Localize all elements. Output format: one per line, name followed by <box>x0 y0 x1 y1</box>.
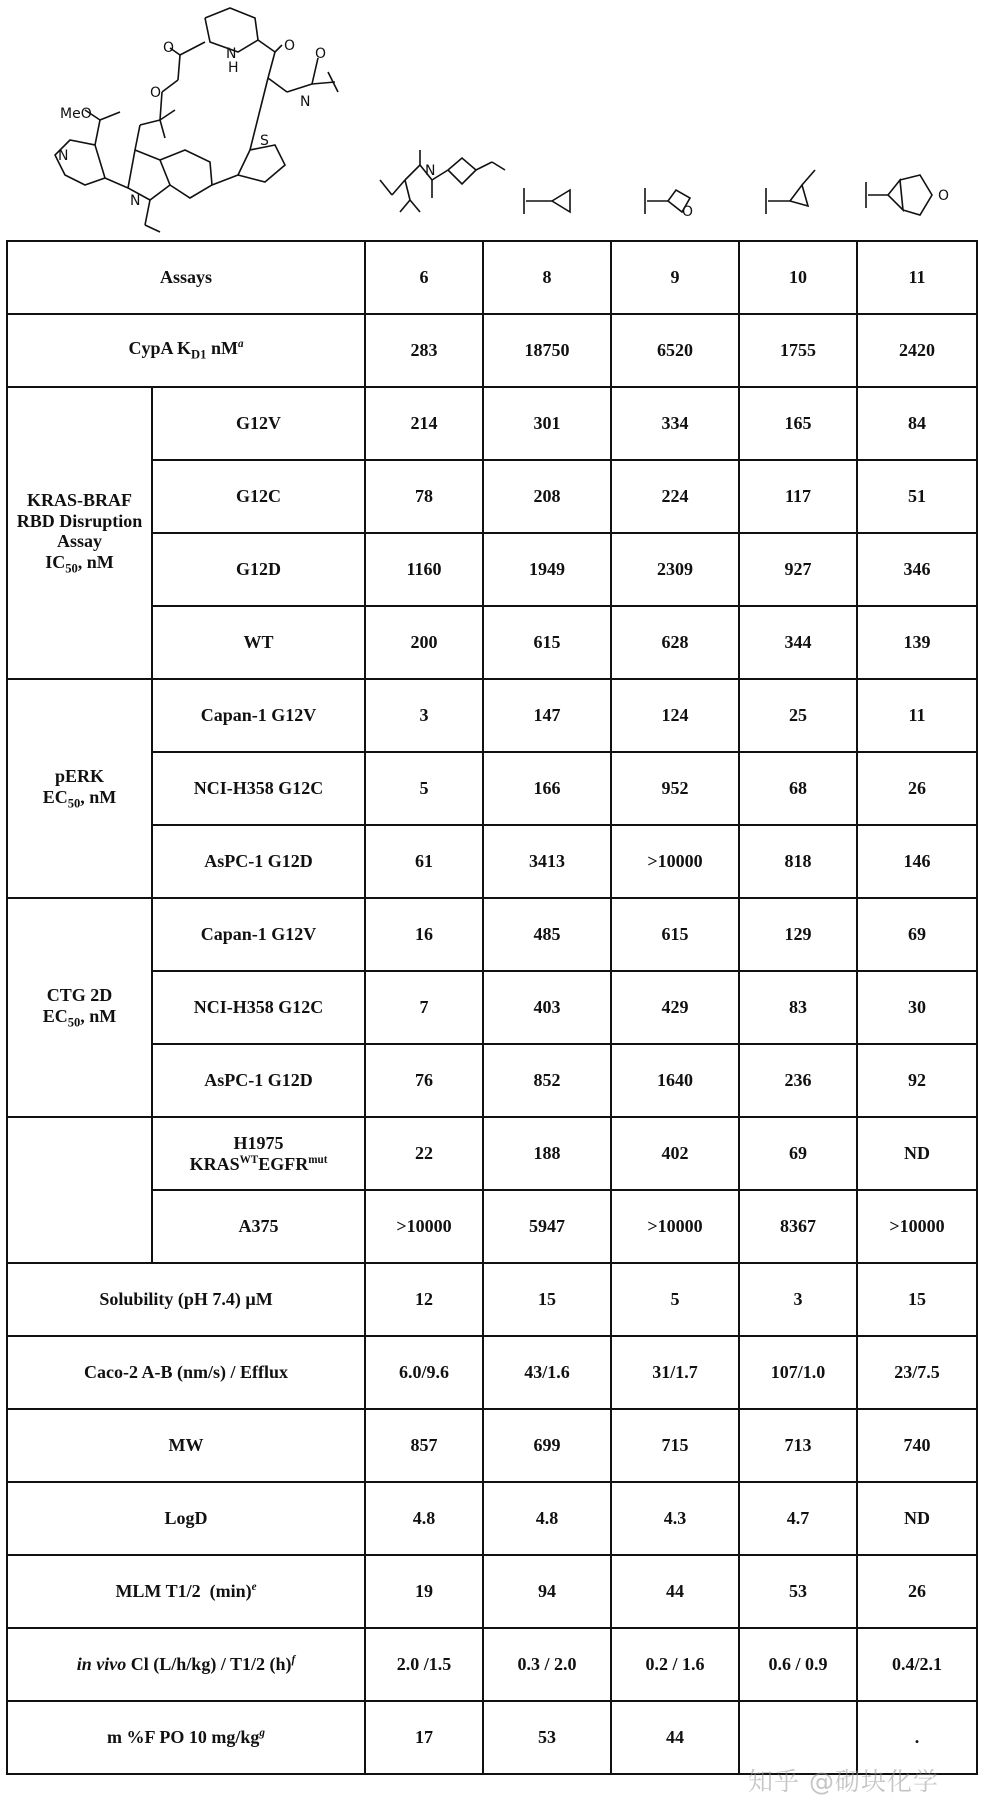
value-cell: 30 <box>857 971 977 1044</box>
value-cell: 11 <box>857 241 977 314</box>
value-cell: 403 <box>483 971 611 1044</box>
table-row <box>7 1555 977 1628</box>
table-row <box>7 1190 977 1263</box>
value-cell: 16 <box>365 898 483 971</box>
label-o: O <box>163 40 175 56</box>
value-cell: 214 <box>365 387 483 460</box>
group-label: KRAS-BRAF RBD Disruption Assay $IC_{50}$, nM <box>7 387 152 679</box>
value-cell: 1640 <box>611 1044 739 1117</box>
value-cell: 146 <box>857 825 977 898</box>
value-cell: 92 <box>857 1044 977 1117</box>
assay-table <box>6 240 978 1775</box>
value-cell: 2309 <box>611 533 739 606</box>
value-cell: 224 <box>611 460 739 533</box>
value-cell: 4.7 <box>739 1482 857 1555</box>
value-cell: 740 <box>857 1409 977 1482</box>
table-row <box>7 1263 977 1336</box>
value-cell: . <box>857 1701 977 1774</box>
value-cell: 76 <box>365 1044 483 1117</box>
value-cell: 857 <box>365 1409 483 1482</box>
value-cell: 334 <box>611 387 739 460</box>
assay-label: Caco-2 A-B (nm/s) / Efflux <box>7 1336 365 1409</box>
substituent-11 <box>866 175 932 215</box>
value-cell: 3413 <box>483 825 611 898</box>
value-cell: 124 <box>611 679 739 752</box>
substituent-10 <box>766 170 815 214</box>
value-cell: >10000 <box>365 1190 483 1263</box>
value-cell: >10000 <box>611 1190 739 1263</box>
value-cell: 25 <box>739 679 857 752</box>
value-cell: 43/1.6 <box>483 1336 611 1409</box>
group-label: pERK $EC_{50}$, nM <box>7 679 152 898</box>
table-row <box>7 533 977 606</box>
assay-label: NCI-H358 G12C <box>152 971 365 1044</box>
value-cell: 44 <box>611 1701 739 1774</box>
value-cell: 19 <box>365 1555 483 1628</box>
label-n: N <box>425 163 436 179</box>
assay-label: Solubility (pH 7.4) µM <box>7 1263 365 1336</box>
group-label <box>7 1117 152 1263</box>
value-cell: 0.2 / 1.6 <box>611 1628 739 1701</box>
value-cell: 2.0 /1.5 <box>365 1628 483 1701</box>
value-cell: 94 <box>483 1555 611 1628</box>
table-row <box>7 314 977 387</box>
value-cell: 346 <box>857 533 977 606</box>
value-cell: 53 <box>483 1701 611 1774</box>
value-cell: 713 <box>739 1409 857 1482</box>
label-n: N <box>226 46 237 62</box>
structure-header <box>0 0 983 240</box>
assay-label: Capan-1 G12V <box>152 679 365 752</box>
value-cell: 165 <box>739 387 857 460</box>
label-n: N <box>130 193 141 209</box>
value-cell: 4.8 <box>365 1482 483 1555</box>
label-o: O <box>682 204 694 220</box>
value-cell: 283 <box>365 314 483 387</box>
substituent-8 <box>524 188 570 214</box>
value-cell: 17 <box>365 1701 483 1774</box>
value-cell: 485 <box>483 898 611 971</box>
value-cell: 1755 <box>739 314 857 387</box>
value-cell: 3 <box>739 1263 857 1336</box>
assay-label: A375 <box>152 1190 365 1263</box>
label-o: O <box>938 188 950 204</box>
value-cell: 69 <box>857 898 977 971</box>
table-row <box>7 825 977 898</box>
value-cell: 139 <box>857 606 977 679</box>
label-n: N <box>58 148 69 164</box>
table-row <box>7 679 977 752</box>
assay-label: Capan-1 G12V <box>152 898 365 971</box>
label-o: O <box>315 46 327 62</box>
value-cell: 0.4/2.1 <box>857 1628 977 1701</box>
value-cell: 1949 <box>483 533 611 606</box>
value-cell: >10000 <box>611 825 739 898</box>
value-cell: 8 <box>483 241 611 314</box>
value-cell: 5 <box>365 752 483 825</box>
value-cell: 10 <box>739 241 857 314</box>
value-cell: 15 <box>857 1263 977 1336</box>
value-cell: 15 <box>483 1263 611 1336</box>
assay-label: LogD <box>7 1482 365 1555</box>
value-cell: 615 <box>483 606 611 679</box>
group-label: CTG 2D $EC_{50}$, nM <box>7 898 152 1117</box>
table-row <box>7 1044 977 1117</box>
value-cell: 188 <box>483 1117 611 1190</box>
value-cell: 5947 <box>483 1190 611 1263</box>
label-meo: MeO <box>60 106 92 122</box>
substituent-6 <box>380 150 505 212</box>
value-cell: 61 <box>365 825 483 898</box>
value-cell: 615 <box>611 898 739 971</box>
value-cell: >10000 <box>857 1190 977 1263</box>
assay-label: G12D <box>152 533 365 606</box>
value-cell: 68 <box>739 752 857 825</box>
value-cell: 429 <box>611 971 739 1044</box>
value-cell: 26 <box>857 752 977 825</box>
value-cell: 852 <box>483 1044 611 1117</box>
table-row <box>7 1336 977 1409</box>
table-row <box>7 752 977 825</box>
value-cell: 208 <box>483 460 611 533</box>
value-cell: 26 <box>857 1555 977 1628</box>
value-cell: 83 <box>739 971 857 1044</box>
assay-label: CypA $K_{D1}$ $nM^a$ <box>7 314 365 387</box>
assay-label: G12C <box>152 460 365 533</box>
parent-macrocycle-structure <box>55 8 338 232</box>
value-cell: 11 <box>857 679 977 752</box>
value-cell: 344 <box>739 606 857 679</box>
value-cell: 8367 <box>739 1190 857 1263</box>
assay-label: WT <box>152 606 365 679</box>
value-cell: 117 <box>739 460 857 533</box>
value-cell: 53 <box>739 1555 857 1628</box>
table-row <box>7 606 977 679</box>
value-cell: 9 <box>611 241 739 314</box>
value-cell: 107/1.0 <box>739 1336 857 1409</box>
value-cell: 69 <box>739 1117 857 1190</box>
value-cell: 6.0/9.6 <box>365 1336 483 1409</box>
assay-label: AsPC-1 G12D <box>152 1044 365 1117</box>
table-row <box>7 387 977 460</box>
value-cell: 715 <box>611 1409 739 1482</box>
assay-label: in vivo Cl (L/h/kg) / T1/2 $(h)^f$ <box>7 1628 365 1701</box>
value-cell: 23/7.5 <box>857 1336 977 1409</box>
value-cell: 6520 <box>611 314 739 387</box>
value-cell: 628 <box>611 606 739 679</box>
value-cell: 699 <box>483 1409 611 1482</box>
value-cell: 78 <box>365 460 483 533</box>
value-cell: 18750 <box>483 314 611 387</box>
value-cell: ND <box>857 1482 977 1555</box>
watermark: 知乎 @砌块化学 <box>748 1767 939 1796</box>
assay-label: G12V <box>152 387 365 460</box>
table-row <box>7 971 977 1044</box>
value-cell: 147 <box>483 679 611 752</box>
value-cell: 818 <box>739 825 857 898</box>
assay-label: MLM T1/2 $(\min)^e$ <box>7 1555 365 1628</box>
value-cell: 4.3 <box>611 1482 739 1555</box>
value-cell: 0.3 / 2.0 <box>483 1628 611 1701</box>
value-cell: 7 <box>365 971 483 1044</box>
table-row <box>7 898 977 971</box>
value-cell: 166 <box>483 752 611 825</box>
assay-label: NCI-H358 G12C <box>152 752 365 825</box>
value-cell: 44 <box>611 1555 739 1628</box>
table-row <box>7 1482 977 1555</box>
assay-label: Assays <box>7 241 365 314</box>
value-cell: ND <box>857 1117 977 1190</box>
value-cell: 4.8 <box>483 1482 611 1555</box>
assay-label: AsPC-1 G12D <box>152 825 365 898</box>
value-cell: 3 <box>365 679 483 752</box>
label-n: N <box>300 94 311 110</box>
table-row <box>7 1628 977 1701</box>
label-o: O <box>150 85 162 101</box>
value-cell: 236 <box>739 1044 857 1117</box>
value-cell: 12 <box>365 1263 483 1336</box>
assay-label: H1975 $KRAS^{WT}EGFR^{mut}$ <box>152 1117 365 1190</box>
label-s: S <box>260 133 269 149</box>
table-row <box>7 241 977 314</box>
value-cell: 952 <box>611 752 739 825</box>
label-o: O <box>284 38 296 54</box>
value-cell: 0.6 / 0.9 <box>739 1628 857 1701</box>
value-cell: 129 <box>739 898 857 971</box>
table-row <box>7 1117 977 1190</box>
value-cell: 31/1.7 <box>611 1336 739 1409</box>
value-cell: 5 <box>611 1263 739 1336</box>
table-row <box>7 460 977 533</box>
value-cell: 402 <box>611 1117 739 1190</box>
value-cell: 200 <box>365 606 483 679</box>
value-cell: 1160 <box>365 533 483 606</box>
assay-label: m %F PO 10 $mg/kg^g$ <box>7 1701 365 1774</box>
value-cell: 301 <box>483 387 611 460</box>
value-cell: 51 <box>857 460 977 533</box>
value-cell: 84 <box>857 387 977 460</box>
value-cell: 927 <box>739 533 857 606</box>
label-h: H <box>228 60 239 76</box>
assay-label: MW <box>7 1409 365 1482</box>
value-cell: 2420 <box>857 314 977 387</box>
value-cell: 6 <box>365 241 483 314</box>
table-row <box>7 1409 977 1482</box>
value-cell: 22 <box>365 1117 483 1190</box>
